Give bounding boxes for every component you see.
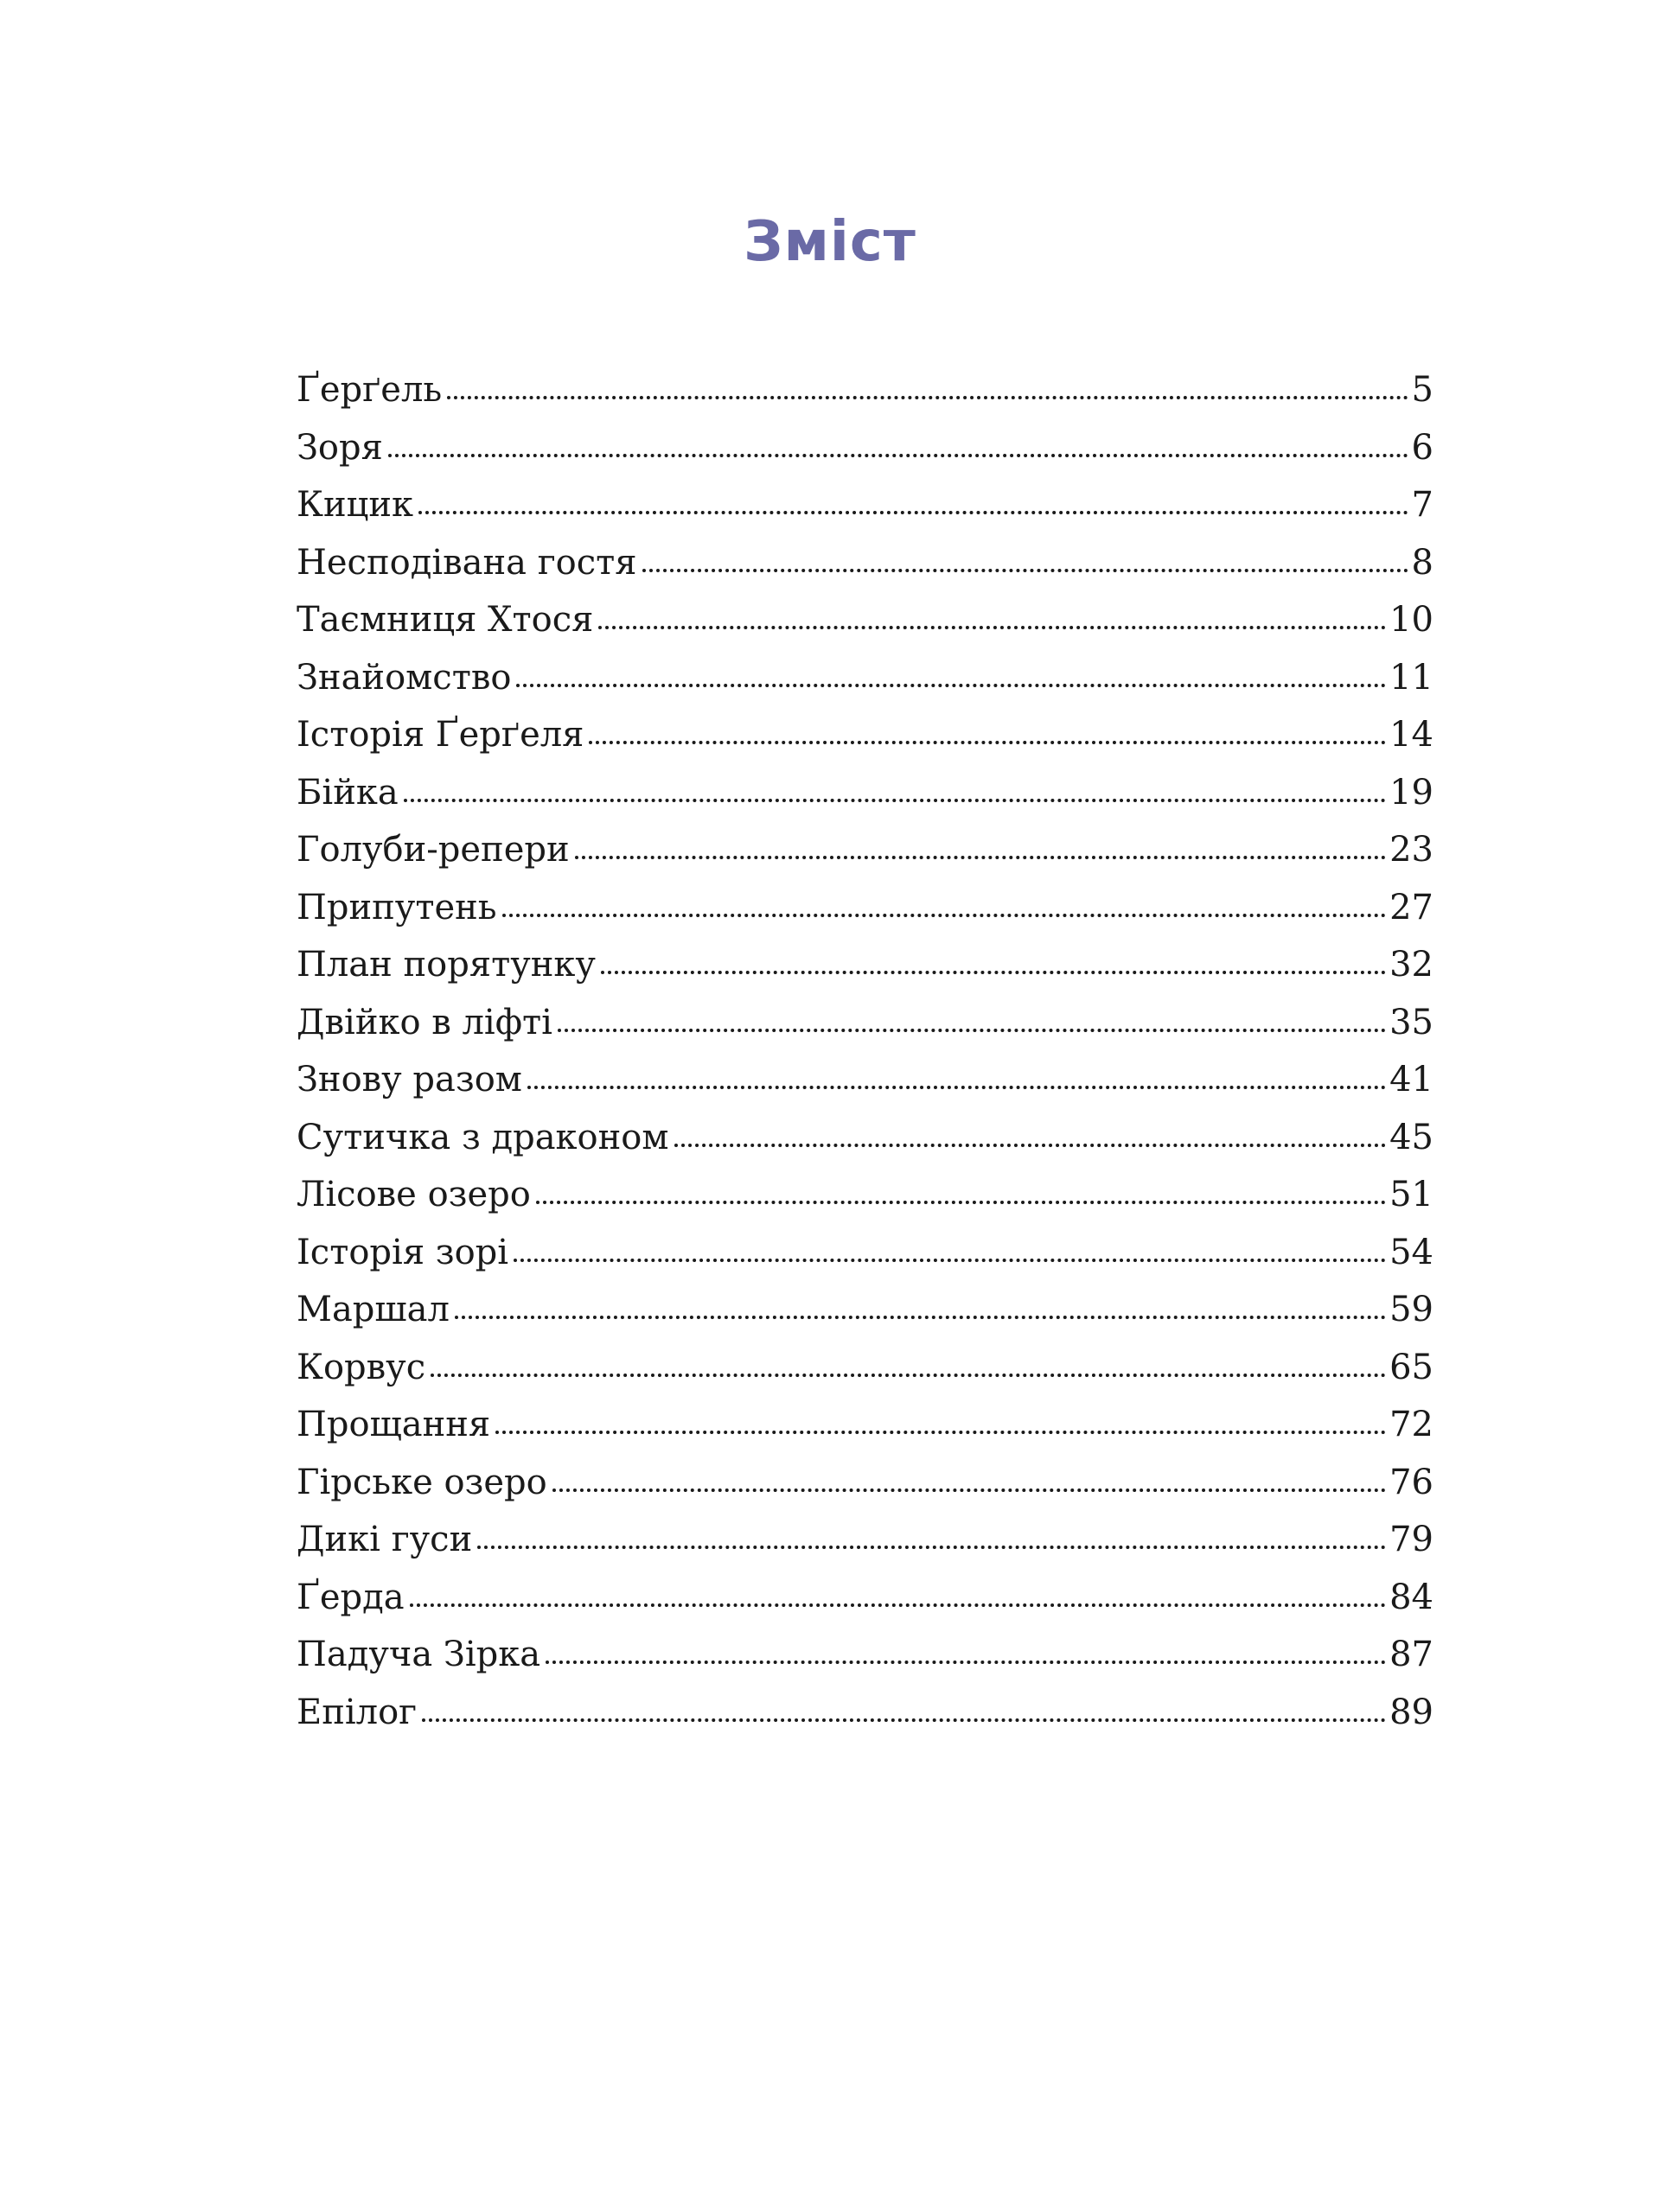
- toc-entry-page-number: 89: [1389, 1692, 1433, 1732]
- toc-entry: [297, 1626, 1433, 1684]
- dot-leader: [642, 569, 1408, 572]
- dot-leader: [410, 1603, 1386, 1607]
- dot-leader: [527, 1086, 1386, 1089]
- dot-leader: [598, 626, 1386, 629]
- toc-entry-title: Припутень: [297, 887, 497, 928]
- toc-entry-title: Ґерда: [297, 1577, 405, 1617]
- toc-entry-page-number: 27: [1389, 887, 1433, 928]
- dot-leader: [455, 1316, 1386, 1319]
- toc-entry: [297, 821, 1433, 879]
- toc-entry-page-number: 7: [1411, 485, 1433, 525]
- toc-entry: [297, 1339, 1433, 1397]
- toc-entry: [297, 361, 1433, 419]
- toc-entry-title: Таємниця Хтося: [297, 600, 594, 640]
- toc-entry-page-number: 23: [1389, 830, 1433, 870]
- toc-entry: [297, 534, 1433, 592]
- toc-entry-page-number: 10: [1389, 600, 1433, 640]
- toc-entry-title: Ґерґель: [297, 370, 443, 410]
- dot-leader: [404, 799, 1386, 802]
- dot-leader: [601, 971, 1386, 974]
- dot-leader: [674, 1144, 1387, 1147]
- toc-entry-title: Гірське озеро: [297, 1462, 547, 1502]
- toc-entry-page-number: 54: [1389, 1232, 1433, 1272]
- toc-entry-title: План порятунку: [297, 945, 596, 985]
- toc-entry-title: Корвус: [297, 1347, 426, 1387]
- toc-entry: [297, 994, 1433, 1052]
- toc-entry: [297, 1166, 1433, 1224]
- toc-entry-page-number: 76: [1389, 1462, 1433, 1502]
- dot-leader: [477, 1546, 1386, 1549]
- toc-entry: [297, 476, 1433, 534]
- table-of-contents: [297, 361, 1433, 1741]
- toc-entry-title: Маршал: [297, 1290, 450, 1329]
- toc-entry-page-number: 72: [1389, 1405, 1433, 1444]
- toc-entry-title: Лісове озеро: [297, 1175, 531, 1214]
- toc-entry-title: Сутичка з драконом: [297, 1117, 669, 1157]
- toc-entry: [297, 1454, 1433, 1512]
- page-title: Зміст: [744, 210, 916, 274]
- toc-entry-title: Прощання: [297, 1405, 491, 1444]
- toc-entry-title: Голуби-репери: [297, 830, 570, 870]
- toc-entry-page-number: 84: [1389, 1577, 1433, 1617]
- toc-entry-page-number: 45: [1389, 1117, 1433, 1157]
- toc-entry-title: Знайомство: [297, 657, 512, 698]
- dot-leader: [431, 1374, 1386, 1377]
- toc-entry-page-number: 59: [1389, 1290, 1433, 1329]
- toc-entry-page-number: 6: [1411, 427, 1433, 468]
- toc-entry: [297, 706, 1433, 764]
- dot-leader: [447, 396, 1408, 399]
- dot-leader: [552, 1488, 1386, 1492]
- toc-entry-title: Історія зорі: [297, 1232, 509, 1272]
- toc-entry: [297, 936, 1433, 994]
- toc-entry: [297, 1396, 1433, 1454]
- dot-leader: [495, 1431, 1386, 1434]
- toc-entry-page-number: 14: [1389, 715, 1433, 755]
- dot-leader: [546, 1661, 1386, 1664]
- toc-entry: [297, 1281, 1433, 1339]
- toc-entry: [297, 591, 1433, 649]
- toc-entry-page-number: 65: [1389, 1347, 1433, 1387]
- toc-entry: [297, 1051, 1433, 1109]
- toc-entry-page-number: 11: [1389, 657, 1433, 698]
- toc-entry-page-number: 35: [1389, 1002, 1433, 1042]
- toc-entry-title: Бійка: [297, 772, 399, 813]
- toc-entry-page-number: 51: [1389, 1175, 1433, 1214]
- dot-leader: [388, 454, 1408, 457]
- toc-entry: [297, 879, 1433, 937]
- toc-entry-title: Знову разом: [297, 1060, 522, 1100]
- toc-entry: [297, 1684, 1433, 1742]
- toc-entry-page-number: 5: [1411, 370, 1433, 410]
- dot-leader: [502, 914, 1387, 917]
- toc-entry-page-number: 8: [1411, 542, 1433, 583]
- toc-entry-title: Несподівана гостя: [297, 542, 637, 583]
- toc-entry-page-number: 19: [1389, 772, 1433, 813]
- toc-entry-title: Історія Ґерґеля: [297, 715, 584, 755]
- toc-entry-title: Двійко в ліфті: [297, 1002, 552, 1042]
- dot-leader: [536, 1201, 1386, 1204]
- toc-entry: [297, 1569, 1433, 1627]
- toc-entry: [297, 649, 1433, 707]
- dot-leader: [422, 1718, 1386, 1722]
- toc-entry: [297, 1511, 1433, 1569]
- dot-leader: [516, 684, 1386, 687]
- toc-entry-page-number: 79: [1389, 1520, 1433, 1559]
- dot-leader: [558, 1029, 1386, 1032]
- dot-leader: [575, 856, 1386, 859]
- dot-leader: [514, 1259, 1386, 1262]
- toc-entry: [297, 1224, 1433, 1282]
- toc-entry-title: Зоря: [297, 427, 383, 468]
- dot-leader: [589, 741, 1386, 744]
- toc-entry: [297, 1109, 1433, 1167]
- toc-entry-title: Епілог: [297, 1692, 418, 1732]
- toc-entry-title: Кицик: [297, 485, 413, 525]
- toc-entry-page-number: 32: [1389, 945, 1433, 985]
- toc-entry-page-number: 41: [1389, 1060, 1433, 1100]
- toc-entry: [297, 764, 1433, 822]
- toc-entry: [297, 419, 1433, 477]
- toc-entry-title: Дикі гуси: [297, 1520, 473, 1559]
- dot-leader: [418, 511, 1408, 514]
- toc-entry-title: Падуча Зірка: [297, 1635, 541, 1674]
- toc-entry-page-number: 87: [1389, 1635, 1433, 1674]
